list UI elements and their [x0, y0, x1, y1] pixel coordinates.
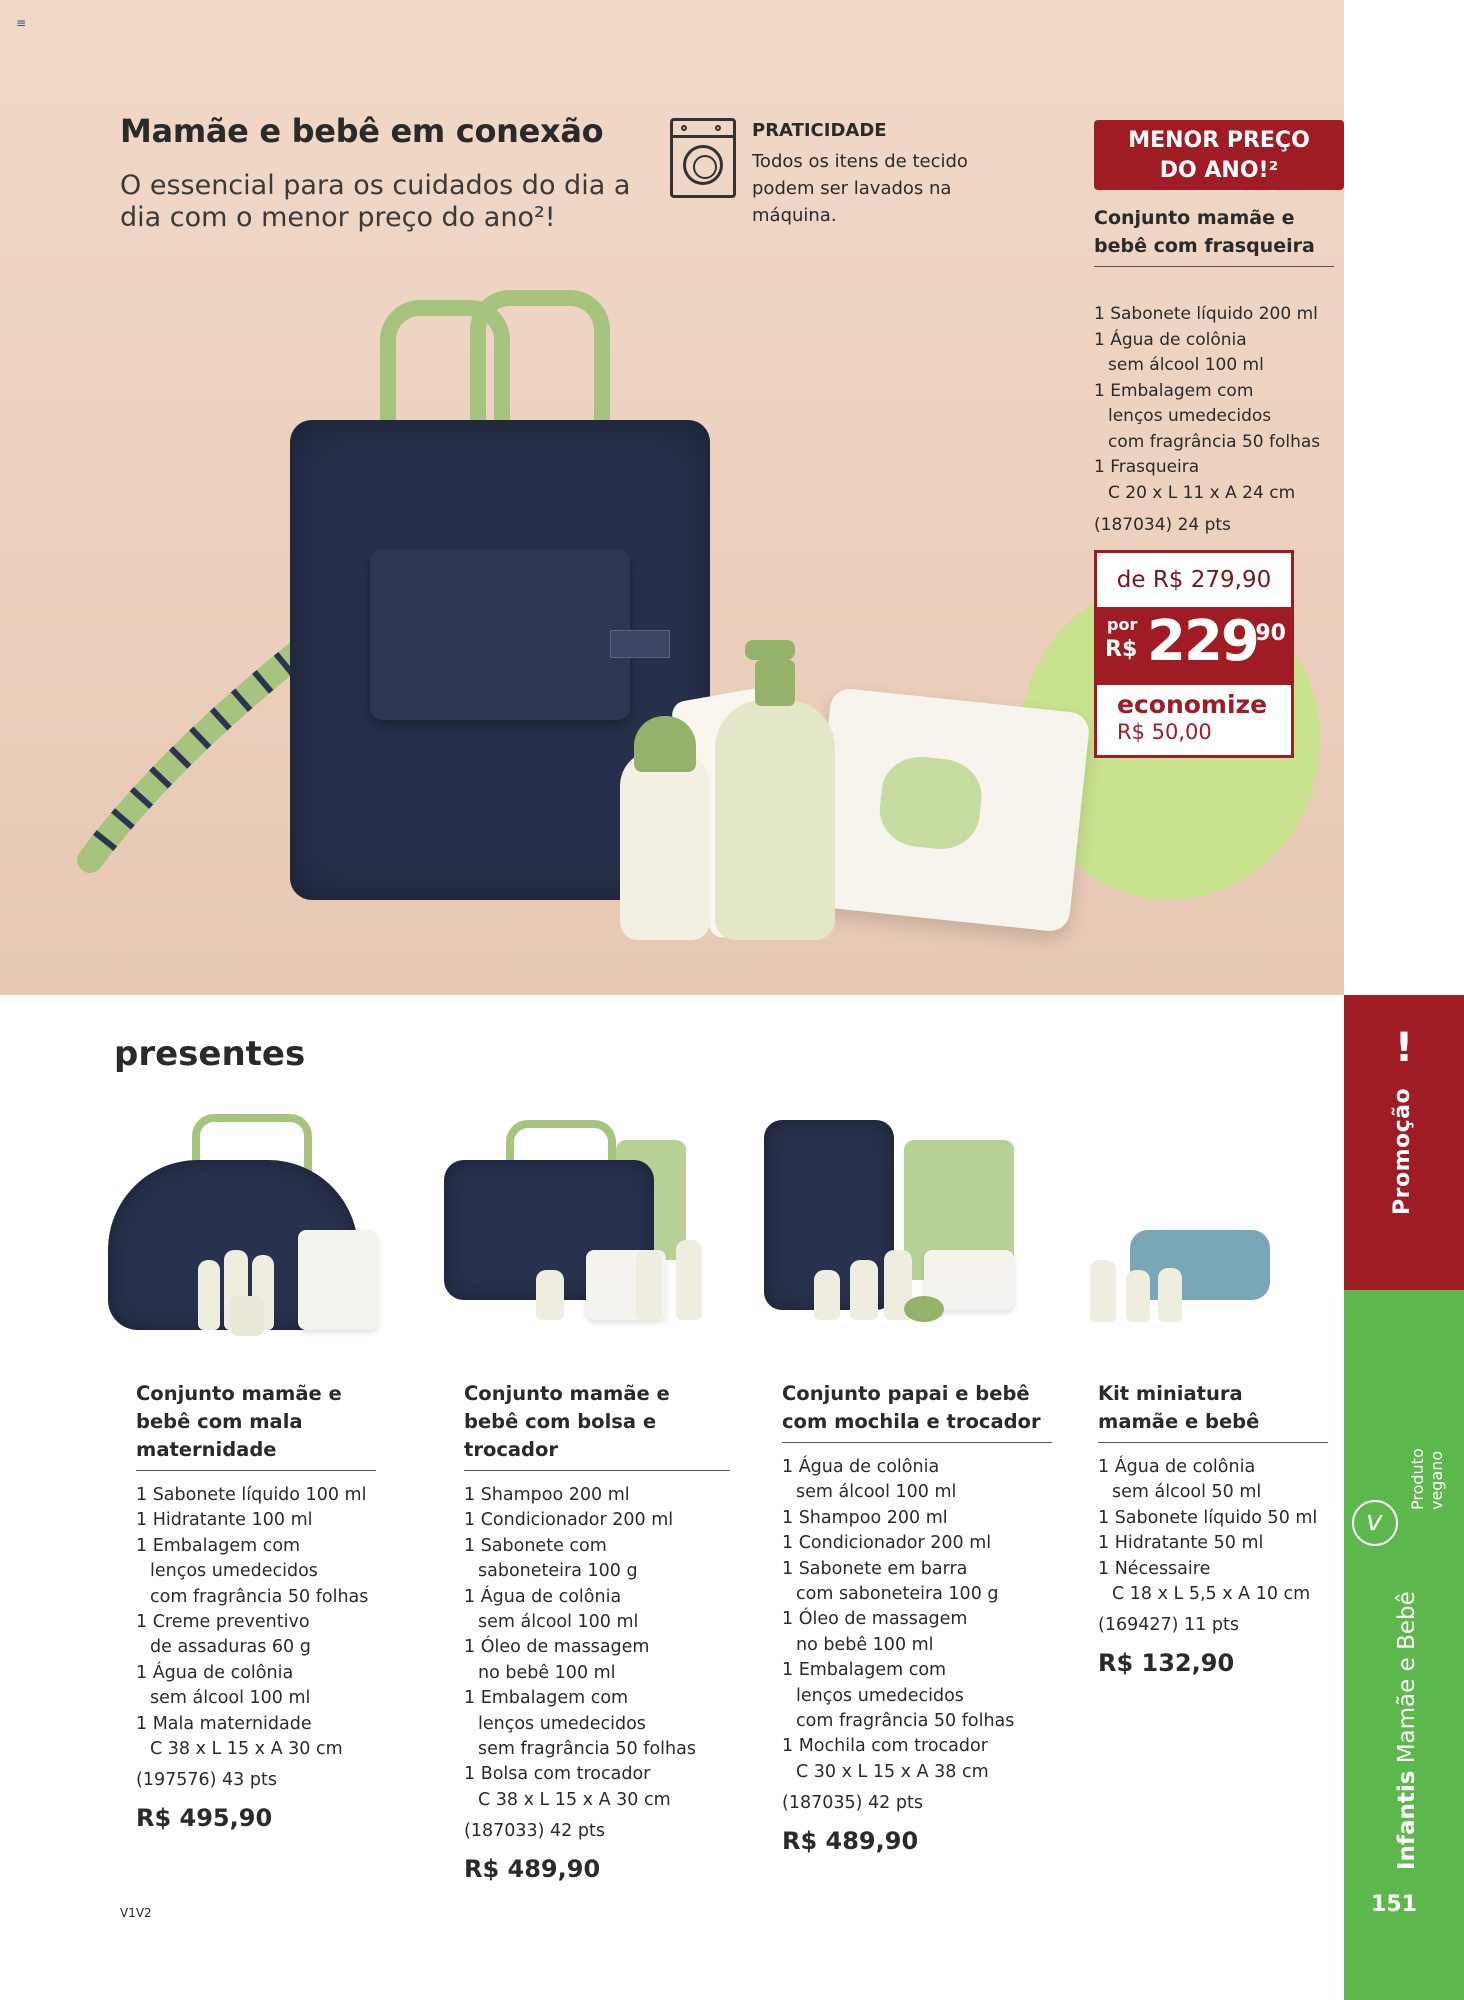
footer-code: V1V2 — [120, 1906, 152, 1920]
menu-icon[interactable]: ≡ — [16, 16, 27, 30]
hero-product-name: Conjunto mamãe e bebê com frasqueira — [1094, 204, 1334, 267]
promo-tab[interactable] — [1344, 995, 1464, 1290]
soap-bottle-image — [715, 700, 835, 940]
product-name: Kit miniatura mamãe e bebê — [1098, 1380, 1328, 1443]
lowest-price-badge: MENOR PREÇO DO ANO!² — [1094, 120, 1344, 190]
product-card-mochila-trocador[interactable] — [782, 1100, 1052, 1855]
promo-tab-label: Promoção — [1390, 1087, 1415, 1215]
vegan-label: Produto vegano — [1408, 1448, 1446, 1510]
cologne-bottle-image — [620, 750, 710, 940]
product-photo — [436, 1100, 736, 1380]
feature-text: Todos os itens de tecido podem ser lavados na máquina. — [752, 151, 968, 226]
product-photo — [754, 1100, 1054, 1380]
product-card-mala-maternidade[interactable] — [136, 1100, 376, 1832]
hero-subtitle: O essencial para os cuidados do dia a dia com o menor preço do ano²! — [120, 170, 631, 233]
new-price: por R$ 229 ,90 — [1097, 607, 1291, 685]
product-code: (187035) 42 pts — [782, 1793, 923, 1814]
hero-product-items: 1 Sabonete líquido 200 ml 1 Água de colônia sem álcool 100 ml 1 Embalagem com lenços umedecidos com fragrância 50 folhas 1 Frasqueira C 20 x L 11 x A 24 cm — [1094, 304, 1321, 503]
product-code: (197576) 43 pts — [136, 1770, 277, 1791]
product-items: 1 Shampoo 200 ml 1 Condicionador 200 ml 1 Sabonete com saboneteira 100 g 1 Água de colônia sem álcool 100 ml 1 Óleo de massagem no bebê 100 ml 1 Embalagem com lenços umedecidos sem fragrância 50 folhas 1 Bolsa com trocador C 38 x L 15 x A 30 cm — [464, 1485, 696, 1810]
product-price: R$ 489,90 — [464, 1855, 601, 1884]
product-items: 1 Água de colônia sem álcool 100 ml 1 Shampoo 200 ml 1 Condicionador 200 ml 1 Sabonete em barra com saboneteira 100 g 1 Óleo de massagem no bebê 100 ml 1 Embalagem com lenços umedecidos com fragrância 50 folhas 1 Mochila com trocador C 30 x L 15 x A 38 cm — [782, 1457, 1015, 1782]
product-items: 1 Sabonete líquido 100 ml 1 Hidratante 100 ml 1 Embalagem com lenços umedecidos com fragrância 50 folhas 1 Creme preventivo de assaduras 60 g 1 Água de colônia sem álcool 100 ml 1 Mala maternidade C 38 x L 15 x A 30 cm — [136, 1485, 369, 1760]
product-items: 1 Água de colônia sem álcool 50 ml 1 Sabonete líquido 50 ml 1 Hidratante 50 ml 1 Nécessaire C 18 x L 5,5 x A 10 cm — [1098, 1457, 1318, 1605]
product-card-kit-miniatura[interactable] — [1098, 1100, 1328, 1677]
product-code: (187033) 42 pts — [464, 1821, 605, 1842]
washing-machine-icon — [670, 118, 736, 198]
product-code: (169427) 11 pts — [1098, 1615, 1239, 1636]
gifts-heading: presentes — [114, 1034, 306, 1074]
product-photo — [1070, 1100, 1300, 1380]
hero-price-box — [1094, 550, 1294, 758]
savings: economize R$ 50,00 — [1117, 690, 1268, 744]
product-price: R$ 495,90 — [136, 1804, 273, 1833]
product-price: R$ 489,90 — [782, 1827, 919, 1856]
wipes-pack-image — [809, 687, 1091, 933]
category-label: Infantis Mamãe e Bebê — [1394, 1591, 1420, 1870]
product-name: Conjunto papai e bebê com mochila e trocador — [782, 1380, 1052, 1443]
hero-product-code: (187034) 24 pts — [1094, 515, 1231, 535]
feature-title: PRATICIDADE — [752, 120, 887, 141]
product-name: Conjunto mamãe e bebê com bolsa e trocador — [464, 1380, 730, 1471]
old-price: de R$ 279,90 — [1116, 567, 1272, 593]
product-name: Conjunto mamãe e bebê com mala maternidade — [136, 1380, 376, 1471]
product-price: R$ 132,90 — [1098, 1649, 1235, 1678]
product-card-bolsa-trocador[interactable] — [464, 1100, 730, 1883]
product-photo — [108, 1100, 408, 1380]
page-number: 151 — [1371, 1892, 1417, 1917]
hero-title: Mamãe e bebê em conexão — [120, 112, 604, 150]
vegan-leaf-icon — [1352, 1500, 1398, 1546]
hero-banner — [0, 0, 1344, 995]
exclamation-icon: ! — [1394, 1025, 1414, 1071]
